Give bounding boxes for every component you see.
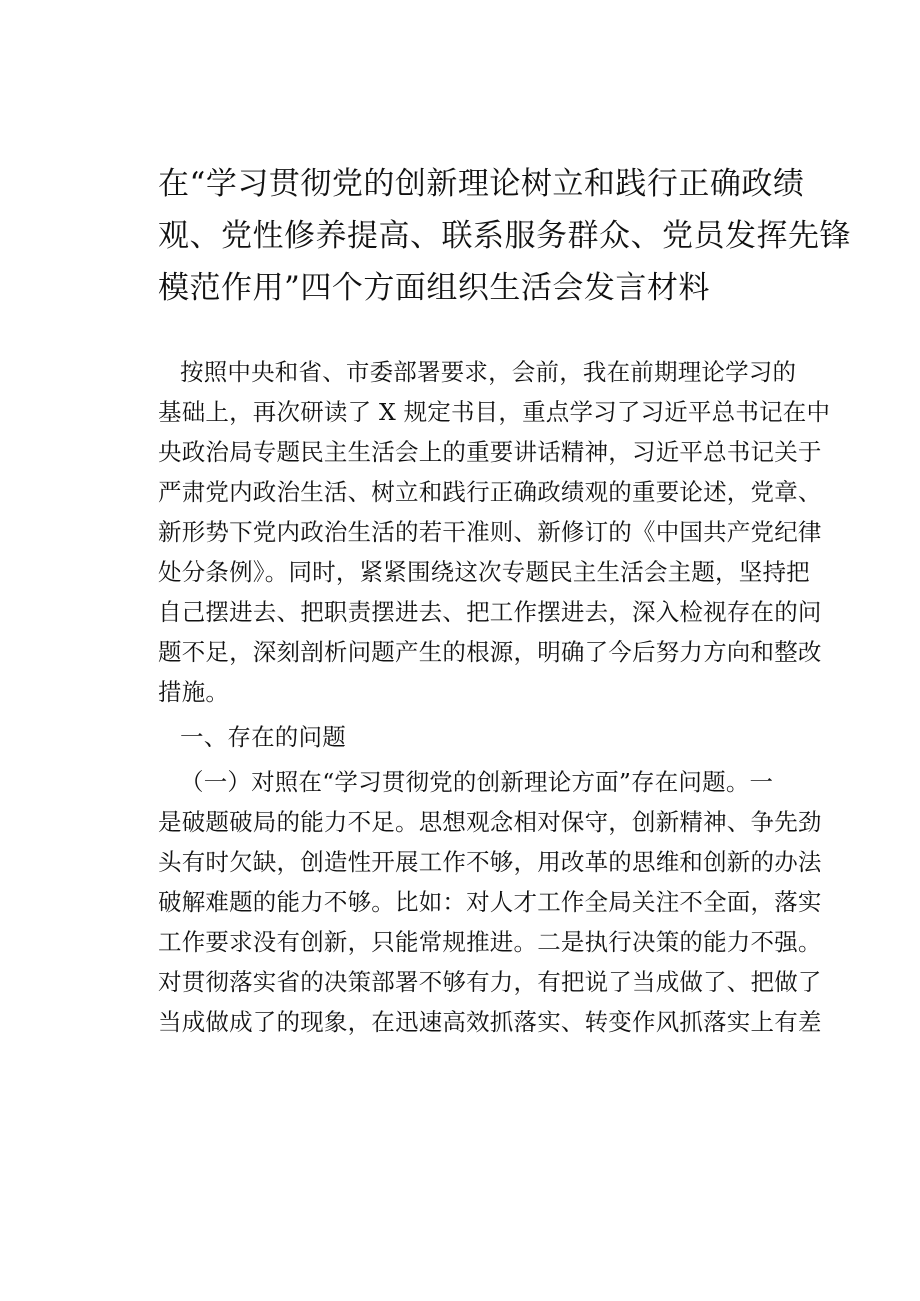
paragraph-line: 基础上，再次研读了 X 规定书目，重点学习了习近平总书记在中: [158, 398, 831, 426]
paragraph-line: 对贯彻落实省的决策部署不够有力，有把说了当成做了、把做了: [158, 968, 822, 996]
paragraph-line: 措施。: [158, 678, 230, 706]
section-heading-block: [158, 717, 798, 757]
paragraph-line: 按照中央和省、市委部署要求，会前，我在前期理论学习的: [180, 358, 797, 386]
paragraph-line: 题不足，深刻剖析问题产生的根源，明确了今后努力方向和整改: [158, 638, 822, 666]
title-line: 观、党性修养提高、联系服务群众、党员发挥先锋: [158, 218, 851, 254]
paragraph-line: 头有时欠缺，创造性开展工作不够，用改革的思维和创新的办法: [158, 848, 822, 876]
document-title: [158, 158, 851, 314]
paragraph-line: 央政治局专题民主生活会上的重要讲话精神，习近平总书记关于: [158, 438, 822, 466]
paragraph-line: 破解难题的能力不够。比如：对人才工作全局关注不全面，落实: [158, 888, 822, 916]
subsection-paragraph: [158, 762, 822, 1042]
paragraph-line: 新形势下党内政治生活的若干准则、新修订的《中国共产党纪律: [158, 518, 822, 546]
document-body: [158, 352, 831, 1042]
paragraph-line: 当成做成了的现象，在迅速高效抓落实、转变作风抓落实上有差: [158, 1008, 822, 1036]
paragraph-line: 是破题破局的能力不足。思想观念相对保守，创新精神、争先劲: [158, 808, 822, 836]
title-line: 在“学习贯彻党的创新理论树立和践行正确政绩: [158, 166, 805, 202]
title-line: 模范作用”四个方面组织生活会发言材料: [158, 270, 710, 306]
paragraph-line: 工作要求没有创新，只能常规推进。二是执行决策的能力不强。: [158, 928, 822, 956]
paragraph-line: 处分条例》。同时，紧紧围绕这次专题民主生活会主题，坚持把: [158, 558, 810, 586]
paragraph-line: 自己摆进去、把职责摆进去、把工作摆进去，深入检视存在的问: [158, 598, 822, 626]
section-heading: 一、存在的问题: [180, 723, 346, 751]
paragraph-line: （一）对照在“学习贯彻党的创新理论方面”存在问题。一: [180, 768, 774, 796]
intro-paragraph: [158, 352, 831, 712]
paragraph-line: 严肃党内政治生活、树立和践行正确政绩观的重要论述，党章、: [158, 478, 822, 506]
